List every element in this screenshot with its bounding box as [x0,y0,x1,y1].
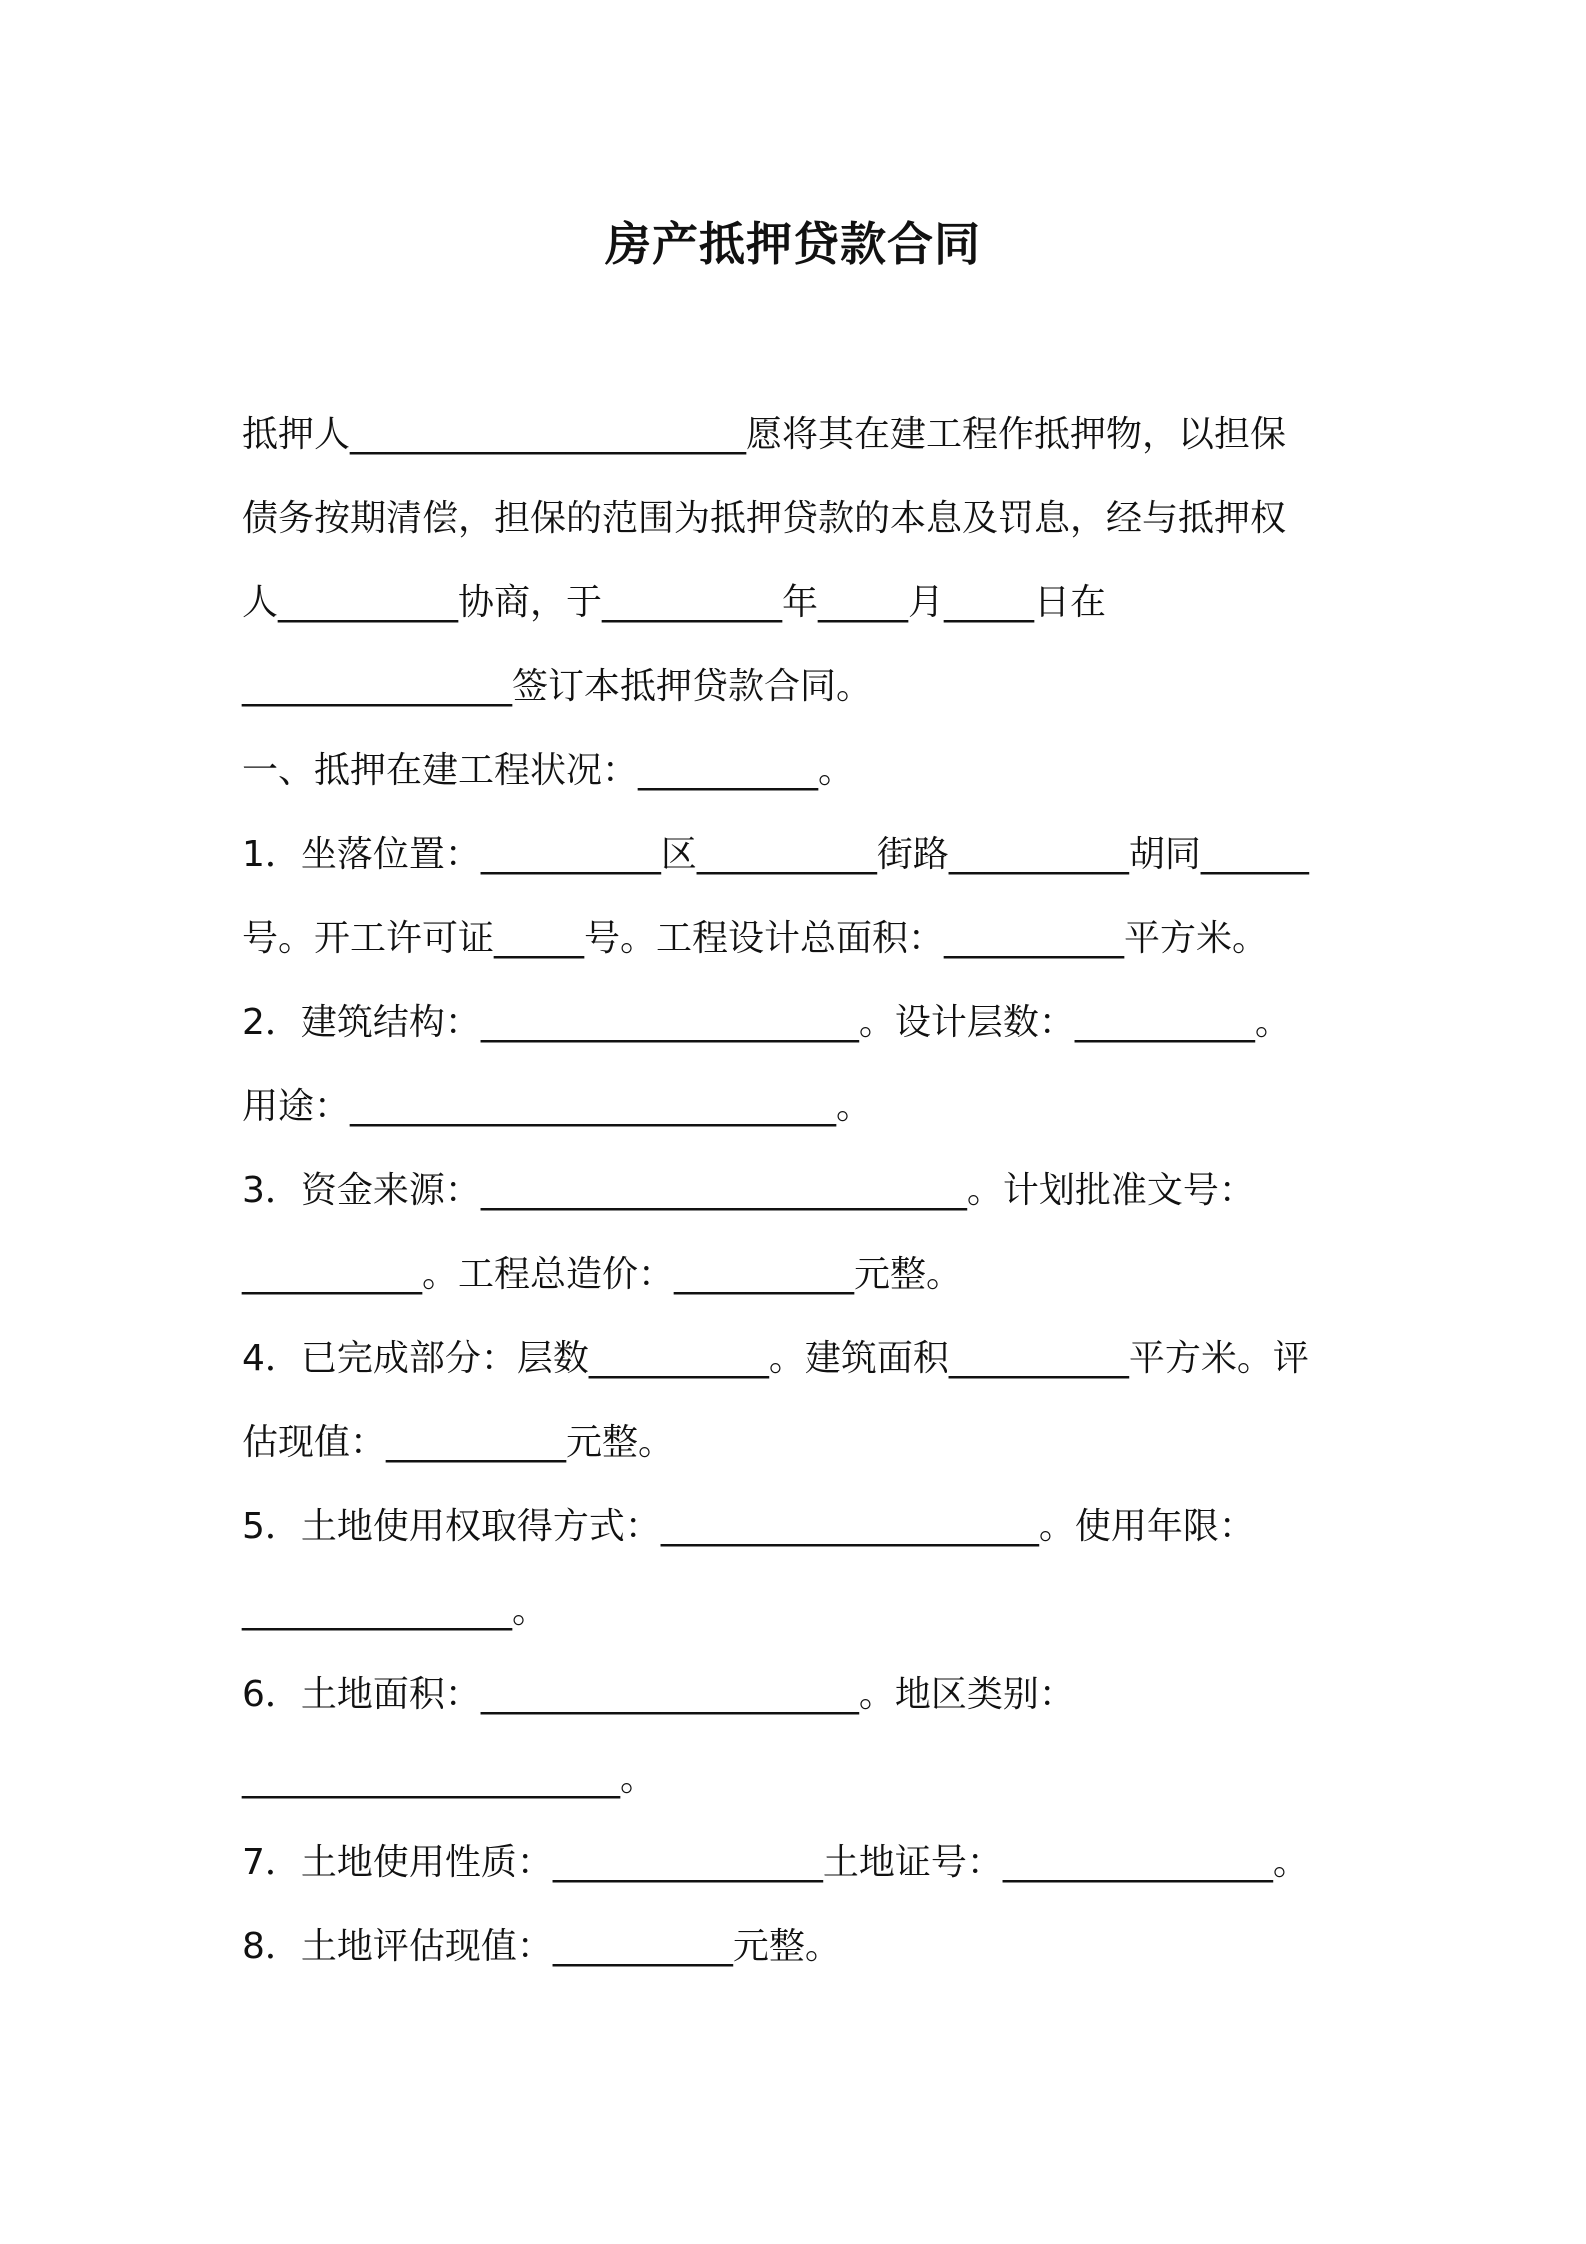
clause-line: 7．土地使用性质：_______________土地证号：_______________。 [242,1842,1309,1883]
clause-line: _____________________。 [242,1758,656,1799]
clause-line: 8．土地评估现值：__________元整。 [242,1926,841,1967]
clause-line: 1．坐落位置：__________区__________街路__________胡同______ [242,834,1309,875]
section-heading: 一、抵押在建工程状况：__________。 [242,750,855,791]
clause-line: 4．已完成部分：层数__________。建筑面积__________平方米。评 [242,1338,1309,1379]
clause-line: 用途：___________________________。 [242,1086,873,1127]
clause-line: 5．土地使用权取得方式：_____________________。使用年限： [242,1506,1255,1547]
paragraph-line: 抵押人______________________愿将其在建工程作抵押物，以担保 [242,414,1287,455]
clause-line: _______________。 [242,1590,548,1631]
clause-line: 6．土地面积：_____________________。地区类别： [242,1674,1075,1715]
clause-line: __________。工程总造价：__________元整。 [242,1254,963,1295]
paragraph-line: _______________签订本抵押贷款合同。 [242,666,873,707]
clause-line: 3．资金来源：___________________________。计划批准文号： [242,1170,1255,1211]
clause-line: 2．建筑结构：_____________________。设计层数：__________。 [242,1002,1291,1043]
paragraph-line: 债务按期清偿，担保的范围为抵押贷款的本息及罚息，经与抵押权 [242,498,1287,539]
clause-line: 号。开工许可证_____号。工程设计总面积：__________平方米。 [242,918,1269,959]
paragraph-line: 人__________协商，于__________年_____月_____日在 [242,582,1107,623]
clause-line: 估现值：__________元整。 [242,1422,675,1463]
document-title: 房产抵押贷款合同 [605,217,981,271]
